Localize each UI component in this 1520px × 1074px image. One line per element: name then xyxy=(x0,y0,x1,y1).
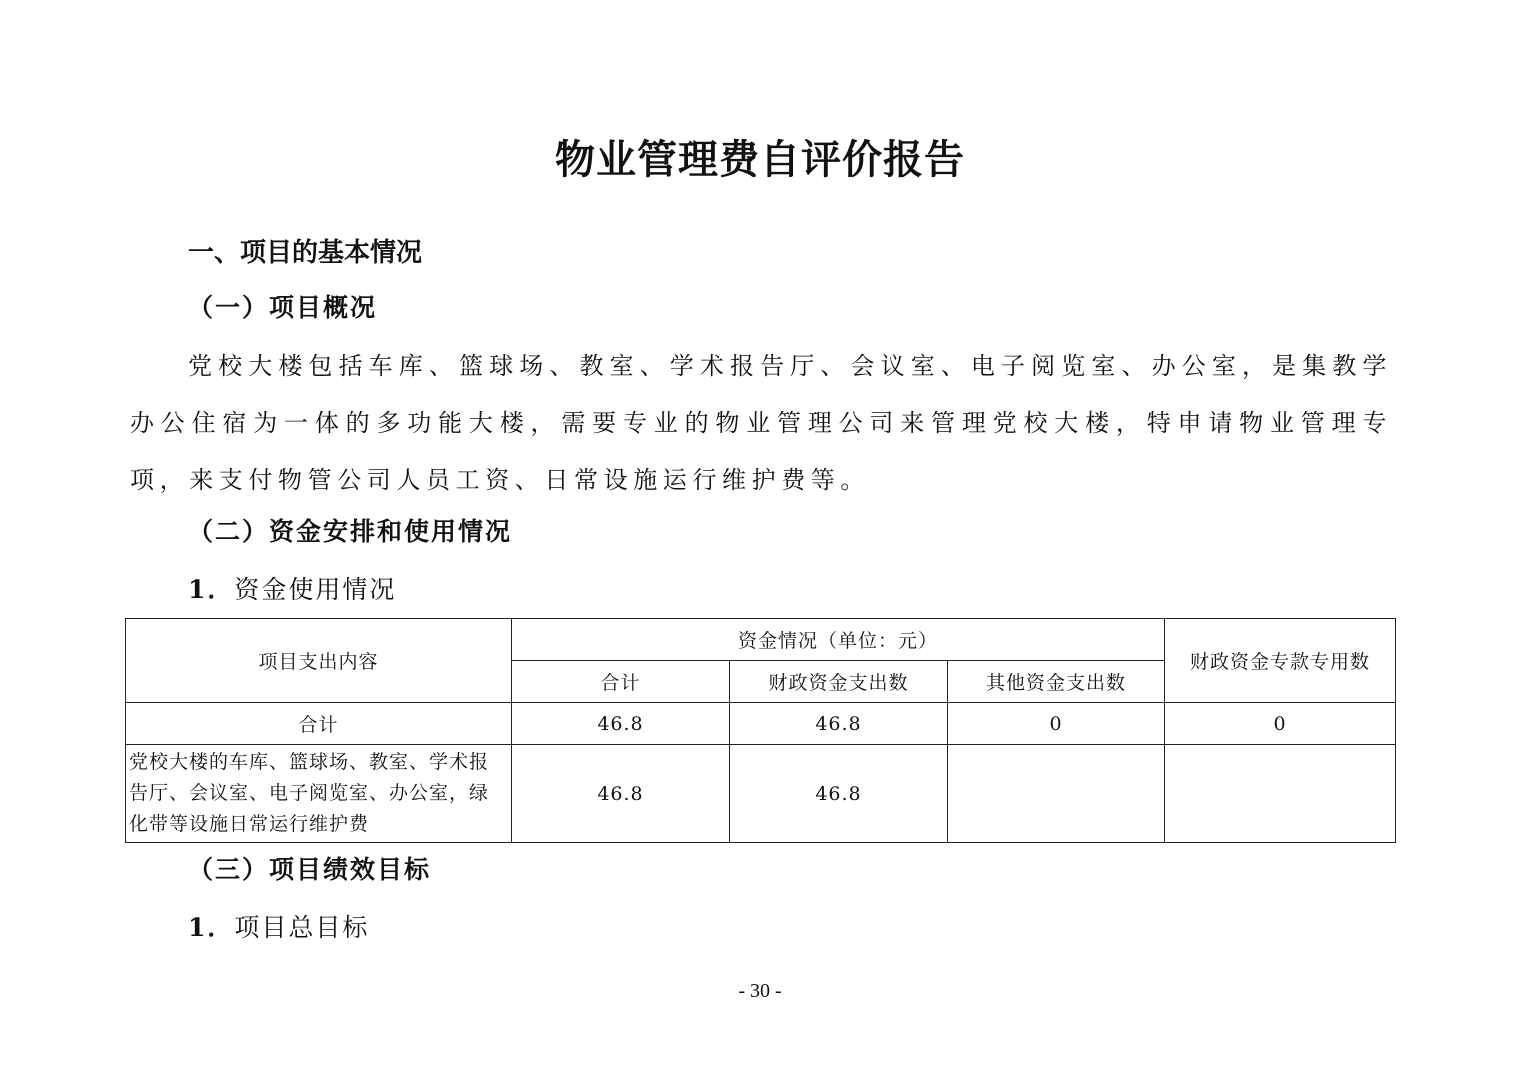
cell-fiscal: 46.8 xyxy=(730,745,948,843)
header-content: 项目支出内容 xyxy=(126,619,512,703)
header-other: 其他资金支出数 xyxy=(948,661,1165,703)
table-row xyxy=(126,703,1396,745)
cell-other: 0 xyxy=(948,703,1165,745)
cell-total: 46.8 xyxy=(512,745,730,843)
item-number: 1． xyxy=(188,575,235,604)
document-title: 物业管理费自评价报告 xyxy=(555,136,965,183)
header-total: 合计 xyxy=(512,661,730,703)
subsection-heading-goals: （三）项目绩效目标 xyxy=(188,855,432,884)
header-special: 财政资金专款专用数 xyxy=(1165,619,1396,703)
cell-fiscal: 46.8 xyxy=(730,703,948,745)
header-fiscal: 财政资金支出数 xyxy=(730,661,948,703)
table-header-row-1 xyxy=(126,619,1396,661)
subsection-heading-funding: （二）资金安排和使用情况 xyxy=(188,517,513,546)
item-heading-fund-usage xyxy=(188,570,396,606)
item-number: 1． xyxy=(188,913,235,942)
cell-special: 0 xyxy=(1165,703,1396,745)
table-row xyxy=(126,745,1396,843)
overview-paragraph: 党校大楼包括车库、篮球场、教室、学术报告厅、会议室、电子阅览室、办公室，是集教学办公住宿为一体的多功能大楼，需要专业的物业管理公司来管理党校大楼，特申请物业管理专项，来支付物管公司人员工资、日常设施运行维护费等。 xyxy=(130,352,1392,494)
cell-total: 46.8 xyxy=(512,703,730,745)
fund-usage-table xyxy=(125,618,1396,843)
subsection-heading-overview: （一）项目概况 xyxy=(188,293,378,322)
item-text: 资金使用情况 xyxy=(234,575,397,604)
page-number: - 30 - xyxy=(738,980,782,1002)
header-funding-group: 资金情况（单位：元） xyxy=(512,619,1165,661)
item-text: 项目总目标 xyxy=(234,913,370,942)
cell-content: 合计 xyxy=(126,703,512,745)
cell-content: 党校大楼的车库、篮球场、教室、学术报告厅、会议室、电子阅览室、办公室，绿化带等设施日常运行维护费 xyxy=(126,745,512,843)
section-heading-basic-info: 一、项目的基本情况 xyxy=(188,238,423,268)
cell-special xyxy=(1165,745,1396,843)
cell-other xyxy=(948,745,1165,843)
item-heading-overall-goal xyxy=(188,908,369,944)
